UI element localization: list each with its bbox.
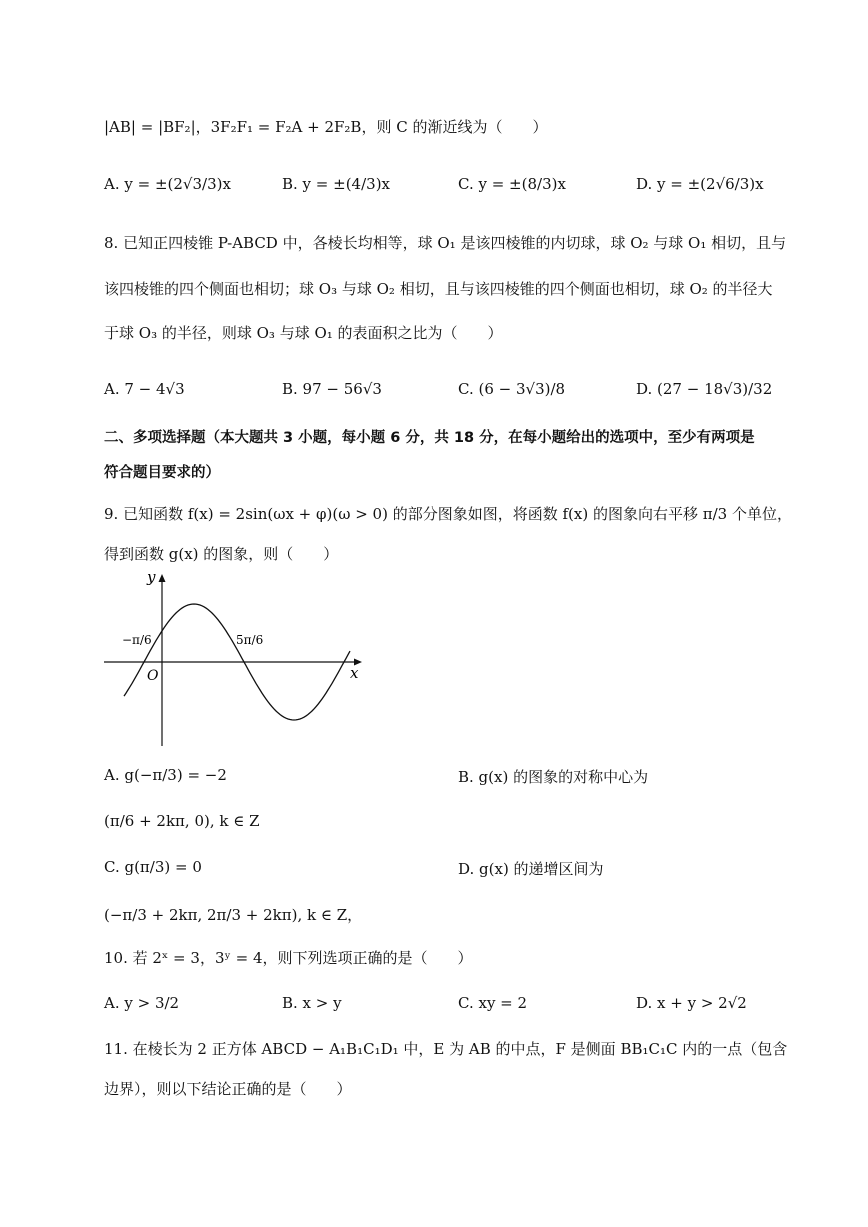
- tick-label-right: 5π/6: [236, 633, 264, 647]
- q8-option-c: C. (6 − 3√3)/8: [458, 380, 566, 398]
- y-axis-arrow-icon: [159, 574, 166, 582]
- q9-option-c: C. g(π/3) = 0: [104, 858, 202, 876]
- q7-tail-text: |AB| = |BF₂|，3F₂F₁ = F₂A + 2F₂B，则 C 的渐近线为（ ）: [104, 118, 548, 136]
- q11-line1: 11. 在棱长为 2 正方体 ABCD − A₁B₁C₁D₁ 中，E 为 AB 的中点，F 是侧面 BB₁C₁C 内的一点（包含: [104, 1040, 788, 1058]
- q9-option-b-cont: (π/6 + 2kπ, 0), k ∈ Z: [104, 812, 260, 830]
- q7-option-d: D. y = ±(2√6/3)x: [636, 175, 764, 193]
- q10-option-c: C. xy = 2: [458, 994, 528, 1012]
- q9-option-d-cont: (−π/3 + 2kπ, 2π/3 + 2kπ), k ∈ Z，: [104, 906, 363, 924]
- q8-option-b: B. 97 − 56√3: [282, 380, 382, 398]
- q9-sine-graph: [100, 570, 380, 750]
- q10-option-d: D. x + y > 2√2: [636, 994, 747, 1012]
- x-axis-label: x: [350, 664, 359, 682]
- q8-option-d: D. (27 − 18√3)/32: [636, 380, 773, 398]
- tick-label-left: −π/6: [122, 633, 152, 647]
- origin-label: O: [147, 668, 159, 684]
- q10-line1: 10. 若 2ˣ = 3，3ʸ = 4，则下列选项正确的是（ ）: [104, 949, 473, 967]
- q7-option-c: C. y = ±(8/3)x: [458, 175, 566, 193]
- q8-line3: 于球 O₃ 的半径，则球 O₃ 与球 O₁ 的表面积之比为（ ）: [104, 324, 503, 342]
- q7-option-a: A. y = ±(2√3/3)x: [104, 175, 231, 193]
- q9-line2: 得到函数 g(x) 的图象，则（ ）: [104, 545, 339, 563]
- q11-line2: 边界），则以下结论正确的是（ ）: [104, 1080, 352, 1098]
- q8-line1: 8. 已知正四棱锥 P-ABCD 中，各棱长均相等，球 O₁ 是该四棱锥的内切球，球 O₂ 与球 O₁ 相切，且与: [104, 234, 787, 252]
- q9-option-a: A. g(−π/3) = −2: [104, 766, 227, 784]
- q7-option-b: B. y = ±(4/3)x: [282, 175, 391, 193]
- q9-option-d: D. g(x) 的递增区间为: [458, 860, 604, 878]
- q10-option-a: A. y > 3/2: [104, 994, 180, 1012]
- q9-option-b: B. g(x) 的图象的对称中心为: [458, 768, 649, 786]
- q10-option-b: B. x > y: [282, 994, 342, 1012]
- section2-heading-line1: 二、多项选择题（本大题共 3 小题，每小题 6 分，共 18 分，在每小题给出的选项中，至少有两项是: [104, 430, 755, 446]
- q9-line1: 9. 已知函数 f(x) = 2sin(ωx + φ)(ω > 0) 的部分图象如图，将函数 f(x) 的图象向右平移 π/3 个单位，: [104, 505, 792, 523]
- q8-option-a: A. 7 − 4√3: [104, 380, 185, 398]
- y-axis-label: y: [147, 570, 156, 586]
- section2-heading-line2: 符合题目要求的）: [104, 465, 220, 481]
- q8-line2: 该四棱锥的四个侧面也相切；球 O₃ 与球 O₂ 相切，且与该四棱锥的四个侧面也相切，球 O₂ 的半径大: [104, 280, 773, 298]
